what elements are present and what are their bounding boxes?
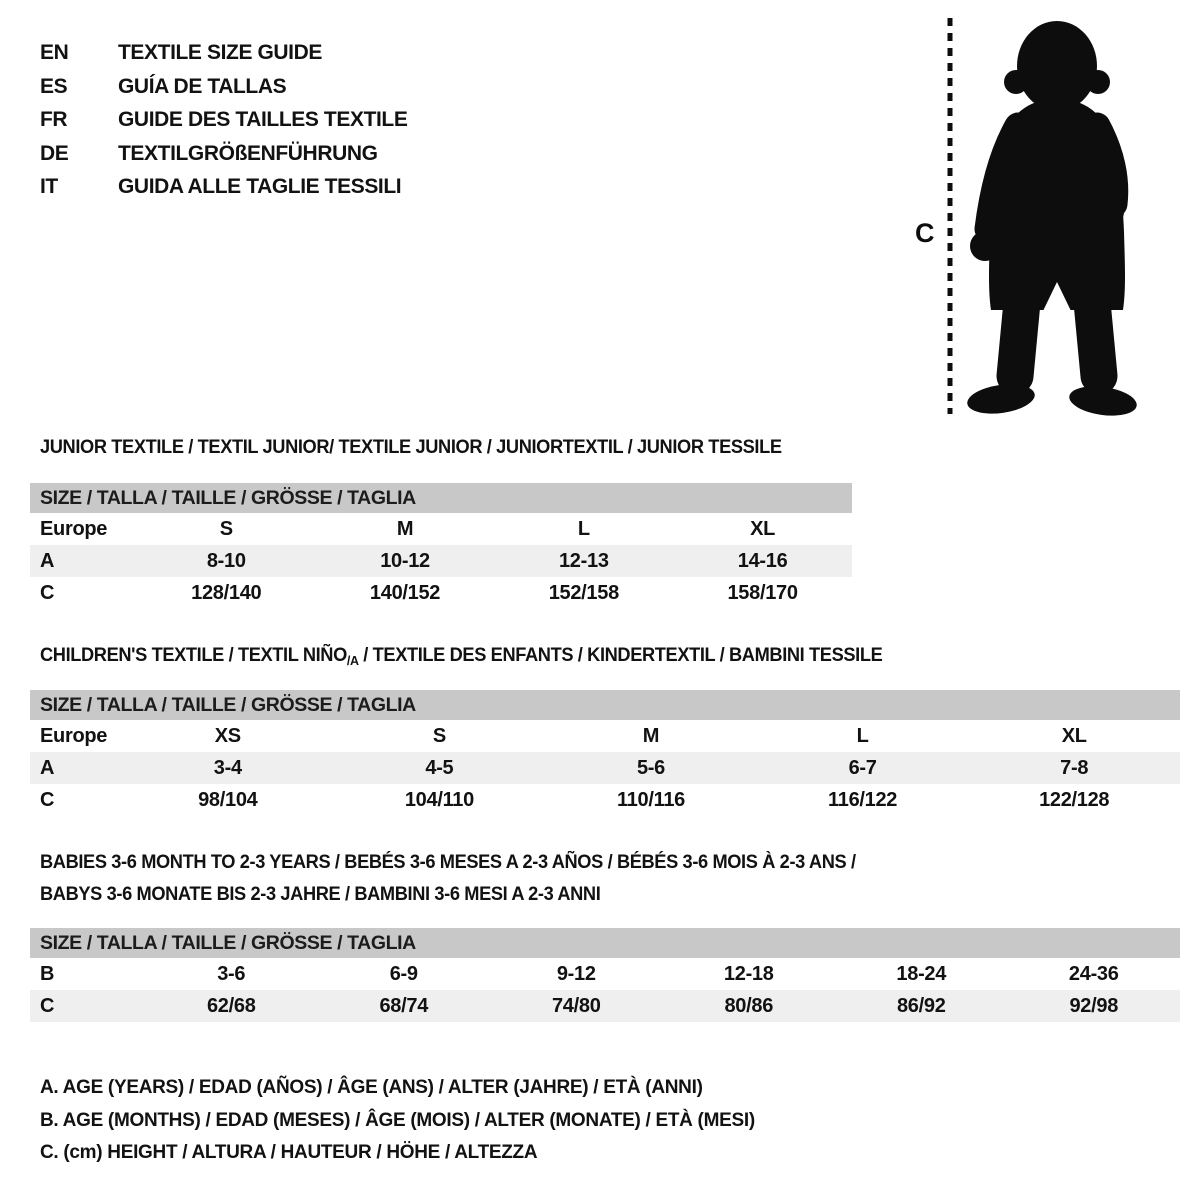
language-row [40,137,407,171]
age-cell: 7-8 [1060,756,1089,779]
junior-size-table [30,483,852,609]
children-size-header-bar: SIZE / TALLA / TAILLE / GRÖSSE / TAGLIA [30,690,1180,720]
language-title: TEXTILE SIZE GUIDE [118,41,322,64]
table-row-age [30,752,1180,784]
children-title-post: / TEXTILE DES ENFANTS / KINDERTEXTIL / BAMBINI TESSILE [358,645,883,666]
row-label: Europe [40,724,108,747]
height-cell: 86/92 [896,994,946,1017]
months-cell: 6-9 [389,962,418,985]
size-cell: L [856,724,869,747]
age-cell: 14-16 [737,549,788,572]
language-row [40,36,407,70]
height-cell: 74/80 [551,994,601,1017]
legend-line-height: C. (cm) HEIGHT / ALTURA / HAUTEUR / HÖHE / ALTEZZA [40,1142,538,1163]
row-label: Europe [40,517,108,540]
height-cell: 116/122 [828,788,898,811]
language-title: TEXTILGRÖßENFÜHRUNG [118,141,378,165]
language-row [40,170,407,204]
height-cell: 152/158 [548,581,619,604]
row-label: B [40,962,55,985]
baby-silhouette [965,21,1138,420]
months-cell: 18-24 [896,962,947,985]
language-code: DE [40,141,69,165]
size-cell: M [396,517,414,540]
size-cell: XL [1061,724,1087,747]
height-cell: 110/116 [616,788,685,811]
language-code: IT [40,175,58,198]
table-row-height [30,577,852,609]
junior-section-title: JUNIOR TEXTILE / TEXTIL JUNIOR/ TEXTILE JUNIOR / JUNIORTEXTIL / JUNIOR TESSILE [40,437,782,458]
size-cell: M [642,724,660,747]
row-label: A [40,756,55,779]
table-row-height [30,990,1180,1022]
legend [40,1072,755,1170]
language-row [40,70,407,104]
row-label: C [40,581,55,604]
table-row-months [30,958,1180,990]
children-section-title [40,645,882,668]
legend-line-age-months: B. AGE (MONTHS) / EDAD (MESES) / ÂGE (MOIS) / ALTER (MONATE) / ETÀ (MESI) [40,1109,755,1131]
table-row-height [30,784,1180,816]
language-title: GUIDE DES TAILLES TEXTILE [118,108,408,131]
children-title-sub: /A [346,653,359,668]
table-row-europe [30,720,1180,752]
size-cell: XS [214,724,241,747]
language-code: ES [40,74,68,98]
junior-size-header-bar: SIZE / TALLA / TAILLE / GRÖSSE / TAGLIA [30,483,852,513]
age-cell: 10-12 [380,549,430,572]
height-cell: 122/128 [1039,788,1110,811]
babies-size-header-bar: SIZE / TALLA / TAILLE / GRÖSSE / TAGLIA [30,928,1180,958]
row-label: C [40,994,55,1017]
size-cell: S [432,724,446,747]
height-cell: 158/170 [727,581,798,604]
language-code: EN [40,41,69,64]
size-cell: XL [750,517,776,540]
table-row-age [30,545,852,577]
babies-section-title-line1: BABIES 3-6 MONTH TO 2-3 YEARS / BEBÉS 3-6 MESES A 2-3 AÑOS / BÉBÉS 3-6 MOIS À 2-3 ANS / [40,852,856,873]
table-row-europe [30,513,852,545]
height-cell: 92/98 [1069,994,1119,1017]
legend-line-age-years: A. AGE (YEARS) / EDAD (AÑOS) / ÂGE (ANS) / ALTER (JAHRE) / ETÀ (ANNI) [40,1077,703,1098]
age-cell: 12-13 [558,549,609,572]
months-cell: 3-6 [217,962,246,985]
height-cell: 128/140 [191,581,262,604]
age-cell: 5-6 [636,756,665,779]
height-cell: 140/152 [369,581,441,604]
height-measure-figure [905,14,1200,426]
babies-size-table [30,928,1180,1022]
height-label-c: C [915,218,935,248]
months-cell: 24-36 [1068,962,1119,985]
language-title: GUÍA DE TALLAS [118,74,287,98]
language-title-block [40,36,407,204]
babies-section-title-line2: BABYS 3-6 MONATE BIS 2-3 JAHRE / BAMBINI 3-6 MESI A 2-3 ANNI [40,884,601,905]
age-cell: 8-10 [206,549,246,572]
age-cell: 3-4 [213,756,242,779]
toddler-silhouette-svg [905,14,1200,426]
language-code: FR [40,108,68,131]
language-row [40,103,407,137]
height-cell: 98/104 [198,788,258,811]
height-cell: 68/74 [379,994,429,1017]
children-title-pre: CHILDREN'S TEXTILE / TEXTIL NIÑO [40,645,347,666]
height-cell: 80/86 [724,994,774,1017]
age-cell: 6-7 [848,756,877,779]
months-cell: 9-12 [556,962,596,985]
months-cell: 12-18 [723,962,774,985]
age-cell: 4-5 [425,756,454,779]
height-cell: 104/110 [404,788,474,811]
children-size-table [30,690,1180,816]
size-cell: S [219,517,233,540]
row-label: C [40,788,55,811]
size-cell: L [577,517,590,540]
language-title: GUIDA ALLE TAGLIE TESSILI [118,175,402,198]
height-cell: 62/68 [206,994,256,1017]
row-label: A [40,549,55,572]
